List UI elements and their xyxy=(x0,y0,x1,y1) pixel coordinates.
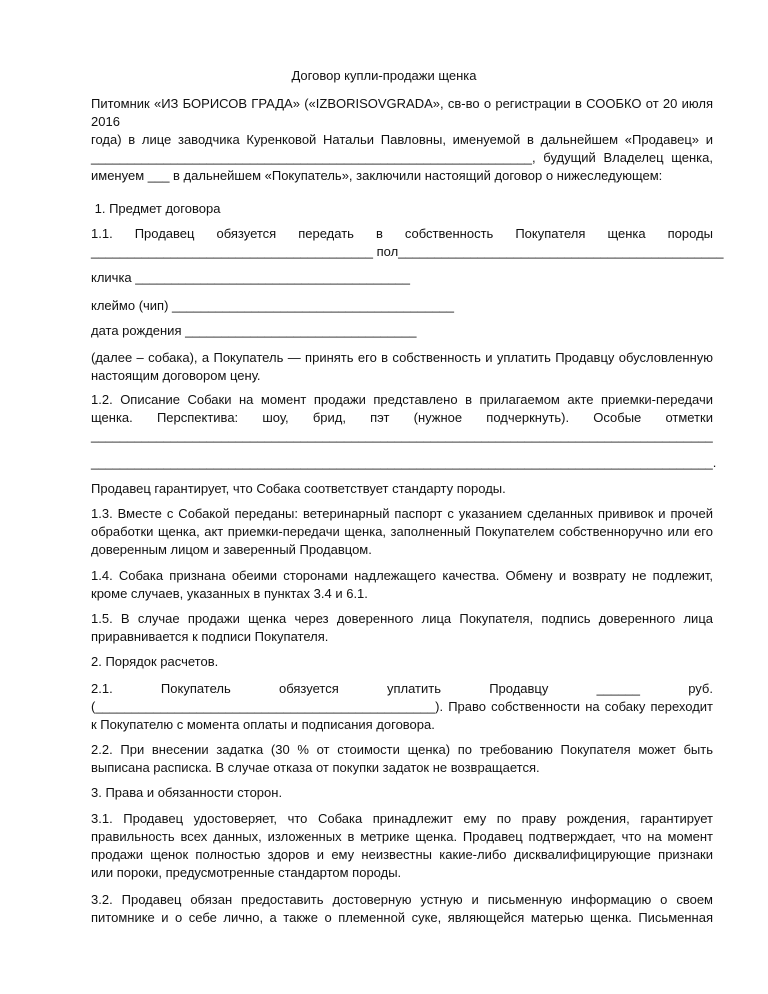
section-3-heading: 3. Права и обязанности сторон. xyxy=(91,785,283,800)
clause-line: 1.5. В случае продажи щенка через доверенного лица Покупателя, подпись доверенного лица xyxy=(91,611,713,626)
clause-line: питомнике и о себе лично, а также о племенной суке, являющейся матерью щенка. Письменная xyxy=(91,910,713,925)
intro-line: _____________________________________________________________, будущий Владелец щенка, xyxy=(91,150,713,165)
clause-line: 2.2. При внесении задатка (30 % от стоимости щенка) по требованию Покупателя может быть xyxy=(91,742,713,757)
clause-line: правильность всех данных, изложенных в метрике щенка. Продавец подтверждает, что на момент xyxy=(91,829,713,844)
clause-line: выписана расписка. В случае отказа от покупки задаток не возвращается. xyxy=(91,760,540,775)
paragraph-line: настоящим договором цену. xyxy=(91,368,261,383)
clause-2-2 xyxy=(91,741,713,777)
clause-line: ______________________________________________________________________________________. xyxy=(91,455,717,470)
clause-1-5 xyxy=(91,610,713,646)
intro-line: именуем ___ в дальнейшем «Покупатель», заключили настоящий договор о нижеследующем: xyxy=(91,168,663,183)
clause-1-1 xyxy=(91,225,724,261)
clause-3-2 xyxy=(91,891,713,927)
clause-line: к Покупателю с момента оплаты и подписания договора. xyxy=(91,717,435,732)
clause-line: 2.1. Покупатель обязуется уплатить Продавцу ______ руб. xyxy=(91,681,713,696)
clause-line: 3.1. Продавец удостоверяет, что Собака принадлежит ему по праву рождения, гарантирует xyxy=(91,811,713,826)
clause-1-2 xyxy=(91,391,717,472)
intro-line: Питомник «ИЗ БОРИСОВ ГРАДА» («IZBORISOVGRADA», св-во о регистрации в СООБКО от 20 июля 2016 xyxy=(91,96,713,129)
paragraph-after-fields xyxy=(91,349,713,385)
clause-line: 1.3. Вместе с Собакой переданы: ветеринарный паспорт с указанием сделанных прививок и прочей xyxy=(91,506,713,521)
clause-3-1 xyxy=(91,810,713,882)
clause-line: 1.1. Продавец обязуется передать в собственность Покупателя щенка породы xyxy=(91,226,713,241)
clause-line: щенка. Перспектива: шоу, брид, пэт (нужное подчеркнуть). Особые отметки xyxy=(91,410,713,425)
clause-line: _______________________________________ пол_____________________________________________ xyxy=(91,244,724,259)
intro-line: года) в лице заводчика Куренковой Натальи Павловны, именуемой в дальнейшем «Продавец» и xyxy=(91,132,713,147)
field-dob: дата рождения ________________________________ xyxy=(91,323,417,338)
field-chip: клеймо (чип) _______________________________________ xyxy=(91,298,455,313)
clause-line: доверенным лицом и заверенный Продавцом. xyxy=(91,542,372,557)
clause-line: 3.2. Продавец обязан предоставить достоверную устную и письменную информацию о своем xyxy=(91,892,713,907)
paragraph-line: (далее – собака), а Покупатель — принять его в собственность и уплатить Продавцу обусловленную xyxy=(91,350,713,365)
guarantee-paragraph: Продавец гарантирует, что Собака соответствует стандарту породы. xyxy=(91,481,506,496)
clause-line: или пороки, предусмотренные стандартом породы. xyxy=(91,865,402,880)
clause-line: продажи щенок полностью здоров и ему неизвестны какие-либо дисквалифицирующие признаки xyxy=(91,847,713,862)
clause-line: обработки щенка, акт приемки-передачи щенка, заполненный Покупателем собственноручно или его xyxy=(91,524,713,539)
clause-line: 1.4. Собака признана обеими сторонами надлежащего качества. Обмену и возврату не подлежит, xyxy=(91,568,713,583)
clause-1-3 xyxy=(91,505,713,559)
clause-line: ______________________________________________________________________________________ xyxy=(91,428,713,443)
section-1-heading: 1. Предмет договора xyxy=(91,201,221,216)
clause-2-1 xyxy=(91,680,713,734)
section-2-heading: 2. Порядок расчетов. xyxy=(91,654,219,669)
clause-line: кроме случаев, указанных в пунктах 3.4 и 6.1. xyxy=(91,586,368,601)
clause-line: 1.2. Описание Собаки на момент продажи представлено в прилагаемом акте приемки-передачи xyxy=(91,392,713,407)
clause-1-4 xyxy=(91,567,713,603)
clause-line: приравнивается к подписи Покупателя. xyxy=(91,629,329,644)
field-name: кличка ______________________________________ xyxy=(91,270,411,285)
document-title: Договор купли-продажи щенка xyxy=(291,68,477,83)
intro-paragraph xyxy=(91,95,713,185)
clause-line: (_______________________________________________). Право собственности на собаку переходит xyxy=(91,699,713,714)
